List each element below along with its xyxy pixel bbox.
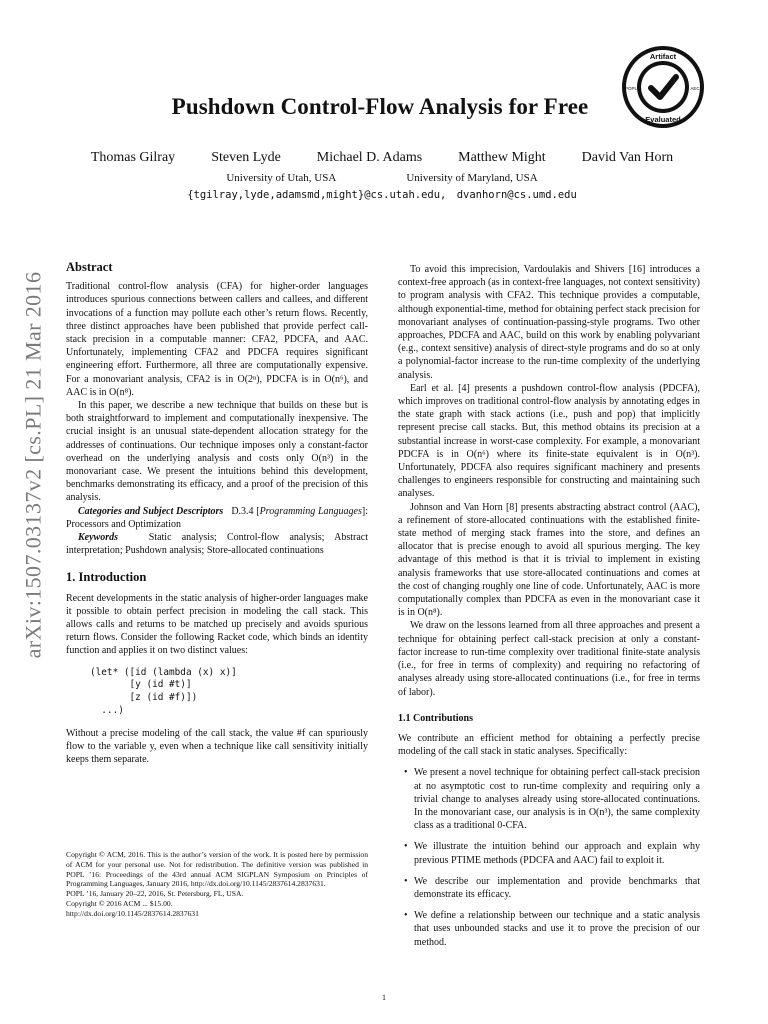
body-paragraph: We draw on the lessons learned from all three approaches and present a technique for obtaining perfect call-stack precision at only a constant-factor increase to run-time complexity over traditional finite-state analysis (i.e., for free in terms of complexity) and requiring no refactoring of analyses already using store-allocated continuations (i.e., for free in terms of labor). [398, 620, 700, 698]
keywords-text: Static analysis; Control-flow analysis; Abstract interpretation; Pushdown analysis; Store-allocated continuations [66, 532, 369, 557]
copyright-line: Copyright © ACM, 2016. This is the author’s version of the work. It is posted here by permission of ACM for your personal use. Not for redistribution. The definitive version was published in POPL ’16: Proceedings of the 43rd annual ACM SIGPLAN Symposium on Principles of Programming Languages, January 2016, http://dx.doi.org/10.1145/2837614.2837631. [66, 850, 368, 889]
categories-bracket: Programming Languages [259, 505, 362, 517]
list-item: • We illustrate the intuition behind our approach and explain why previous PTIME methods (PDCFA and AAC) fail to exploit it. [398, 840, 700, 866]
copyright-line: Copyright © 2016 ACM ... $15.00. [66, 898, 173, 908]
author-name: Matthew Might [458, 150, 546, 165]
body-paragraph: Johnson and Van Horn [8] presents abstracting abstract control (AAC), a refinement of store-allocated continuations with the established finite-state method of merging stack frames into the store, and defines an allocator that is precise enough to avoid all spurious merging. The key advantage of this method is that it is trivial to implement in existing analysis frameworks that use store-allocated continuations and comes at the cost of changing roughly one line of code. Unfortunately, AAC is more computationally complex than PDCFA as even in the monovariant case it is in O(n⁸). [398, 501, 700, 619]
abstract-heading: Abstract [66, 260, 113, 274]
copyright-notice [66, 850, 368, 919]
categories-rest: : Processors and Optimization [66, 505, 368, 530]
paper-title: Pushdown Control-Flow Analysis for Free [171, 94, 589, 119]
copyright-line: POPL ’16, January 20–22, 2016, St. Petersburg, FL, USA. [66, 889, 244, 899]
page-number: 1 [382, 993, 386, 1002]
body-paragraph: Earl et al. [4] presents a pushdown control-flow analysis (PDCFA), which improves on traditional control-flow analysis by annotating edges in the state graph with stack actions (i.e., push and pop) that implicitly represent precise call stacks. But, this method obtains its precision at a substantial increase in worst-case complexity. For example, a monovariant PDCFA is in O(n⁶) where its finite-state equivalent is in O(n³). Unfortunately, PDCFA also requires significant machinery and presents challenges to engineers responsible for constructing and maintaining such analyses. [398, 382, 700, 500]
categories-code: D.3.4 [231, 505, 254, 517]
categories-descriptors: Categories and Subject Descriptors D.3.4 [Programming Languages]: Processors and Optimization [66, 505, 368, 530]
introduction-heading: 1. Introduction [66, 570, 147, 585]
right-column [398, 263, 700, 957]
intro-paragraph: Without a precise modeling of the call stack, the value #f can spuriously flow to the variable y, even when a technique like call sensitivity initially keeps them separate. [66, 727, 368, 766]
author-name: David Van Horn [581, 150, 674, 165]
list-item: • We describe our implementation and provide benchmarks that demonstrate its efficacy. [398, 875, 700, 901]
body-paragraph: To avoid this imprecision, Vardoulakis and Shivers [16] introduces a context-free approach (as in context-free languages, not context sensitivity) to program analysis with CFA2. This technique provides a computable, although exponential-time, method for obtaining perfect stack precision for monovariant analyses of continuation-passing-style programs. Two other approaches, PDCFA and AAC, build on this work by enabling polyvariant (e.g., context sensitive) analysis of direct-style programs and do so at only a polynomial-factor increase to the run-time complexity of the underlying analysis. [398, 264, 700, 381]
affiliations [60, 172, 704, 184]
badge-word-left: POPL [624, 86, 638, 91]
intro-paragraph: Recent developments in the static analysis of higher-order languages make it possible to obtain perfect precision in modeling the call stack. This allows calls and returns to be matched up precisely and avoids spurious return flows. Consider the following Racket code, which binds an identity function and applies it on two distinct values: [66, 592, 368, 657]
keywords [66, 531, 368, 557]
badge-word-top: Artifact [649, 52, 677, 61]
left-column [66, 261, 368, 766]
list-item: • We define a relationship between our technique and a static analysis that uses unbounded stacks and use it to prove the precision of our method. [398, 909, 700, 949]
author-name: Michael D. Adams [316, 150, 423, 165]
doi-link[interactable]: http://dx.doi.org/10.1145/2837614.2837631 [66, 908, 199, 918]
author-name: Thomas Gilray [90, 150, 176, 165]
abstract-paragraph: In this paper, we describe a new technique that builds on these but is both straightforward to implement and computationally inexpensive. The crucial insight is an unusual state-dependent allocation strategy for the addresses of continuations. Our technique imposes only a constant-factor overhead on the underlying analysis and costs only O(n³) in the monovariant case. We present the intuitions behind this development, benchmarks demonstrating its efficacy, and a proof of the precision of this analysis. [66, 400, 368, 504]
contributions-intro: We contribute an efficient method for obtaining a perfectly precise modeling of the call stack in static analyses. Specifically: [398, 732, 700, 758]
author-name: Steven Lyde [211, 150, 281, 165]
affiliation: University of Maryland, USA [406, 172, 538, 184]
arxiv-side-stamp [10, 255, 56, 675]
author-emails: {tgilray,lyde,adamsmd,might}@cs.utah.edu, dvanhorn@cs.umd.edu [187, 189, 577, 201]
contributions-heading: 1.1 Contributions [398, 712, 474, 724]
affiliation: University of Utah, USA [226, 172, 337, 184]
badge-word-right: AEC [690, 86, 700, 91]
list-item: • We present a novel technique for obtaining perfect call-stack precision at no asymptotic cost to run-time complexity and requiring only a trivial change to analyses already using store-allocated continuations. In the monovariant case, our analysis is in O(n³), the same complexity class as a traditional 0-CFA. [398, 766, 700, 832]
contributions-list [398, 766, 700, 948]
racket-code-block: (let* ([id (lambda (x) x)] [y (id #t)] [z (id #f)]) ...) [90, 666, 237, 717]
author-list [60, 150, 704, 166]
keywords-label: Keywords [78, 532, 118, 544]
badge-word-bottom: Evaluated [645, 115, 681, 124]
arxiv-identifier: arXiv:1507.03137v2 [cs.PL] 21 Mar 2016 [20, 271, 45, 659]
abstract-paragraph: Traditional control-flow analysis (CFA) for higher-order languages introduces spurious connections between callers and callees, and different invocations of a function may pollute each other’s return flows. Recently, three distinct approaches have been published that provide perfect call-stack precision in a computable manner: CFA2, PDCFA, and AAC. Unfortunately, implementing CFA2 and PDCFA requires significant engineering effort. Furthermore, all three are computationally expensive. For a monovariant analysis, CFA2 is in O(2ⁿ), PDCFA is in O(n⁶), and AAC is in O(n⁸). [66, 281, 368, 398]
categories-label: Categories and Subject Descriptors [78, 505, 224, 517]
